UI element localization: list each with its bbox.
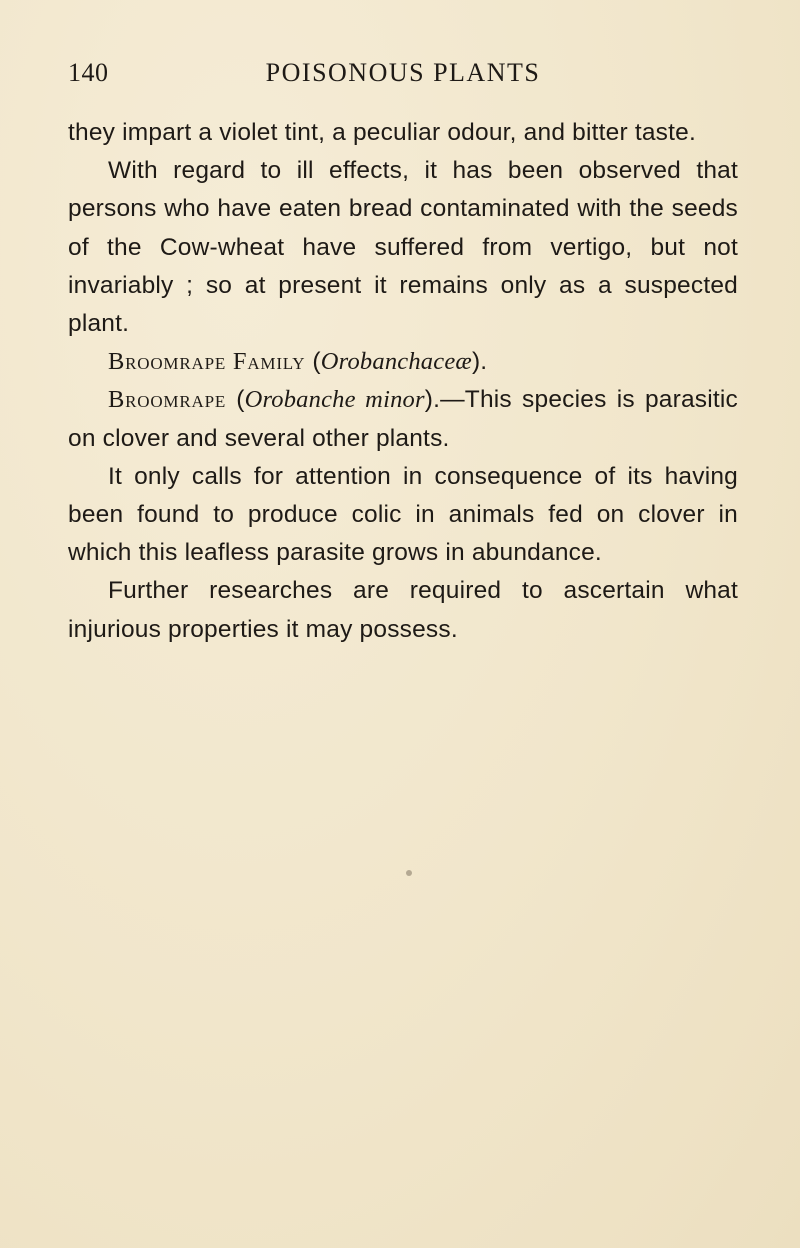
running-head [68, 52, 738, 92]
family-heading: Broomrape Family [108, 348, 306, 376]
paragraph-3 [68, 343, 738, 381]
paper-speck [406, 870, 412, 876]
species-description: ).—This species is parasitic on clover and several other plants. [68, 386, 738, 452]
species-open-paren: ( [226, 386, 245, 414]
family-latin-name: Orobanchaceæ [320, 348, 472, 376]
paragraph-2: With regard to ill effects, it has been observed that persons who have eaten bread contaminated with the seeds of the Cow-wheat have suffered from vertigo, but not invariably ; so at present it remains only as a suspected plant. [68, 157, 738, 338]
page-number: 140 [68, 58, 109, 87]
paragraph-1: they impart a violet tint, a peculiar odour, and bitter taste. [68, 119, 696, 146]
species-heading: Broomrape [108, 386, 227, 414]
family-close-paren: ). [471, 348, 488, 376]
species-latin-name: Orobanche minor [244, 386, 425, 414]
paragraph-5: It only calls for attention in consequence of its having been found to produce colic in animals fed on clover in which this leafless parasite grows in abundance. [68, 462, 738, 567]
family-open-paren: ( [305, 348, 321, 376]
book-page [68, 52, 738, 649]
body-text [68, 114, 738, 649]
paragraph-6: Further researches are required to ascertain what injurious properties it may possess. [68, 577, 738, 643]
paragraph-4 [68, 381, 738, 457]
running-title: POISONOUS PLANTS [265, 58, 541, 87]
